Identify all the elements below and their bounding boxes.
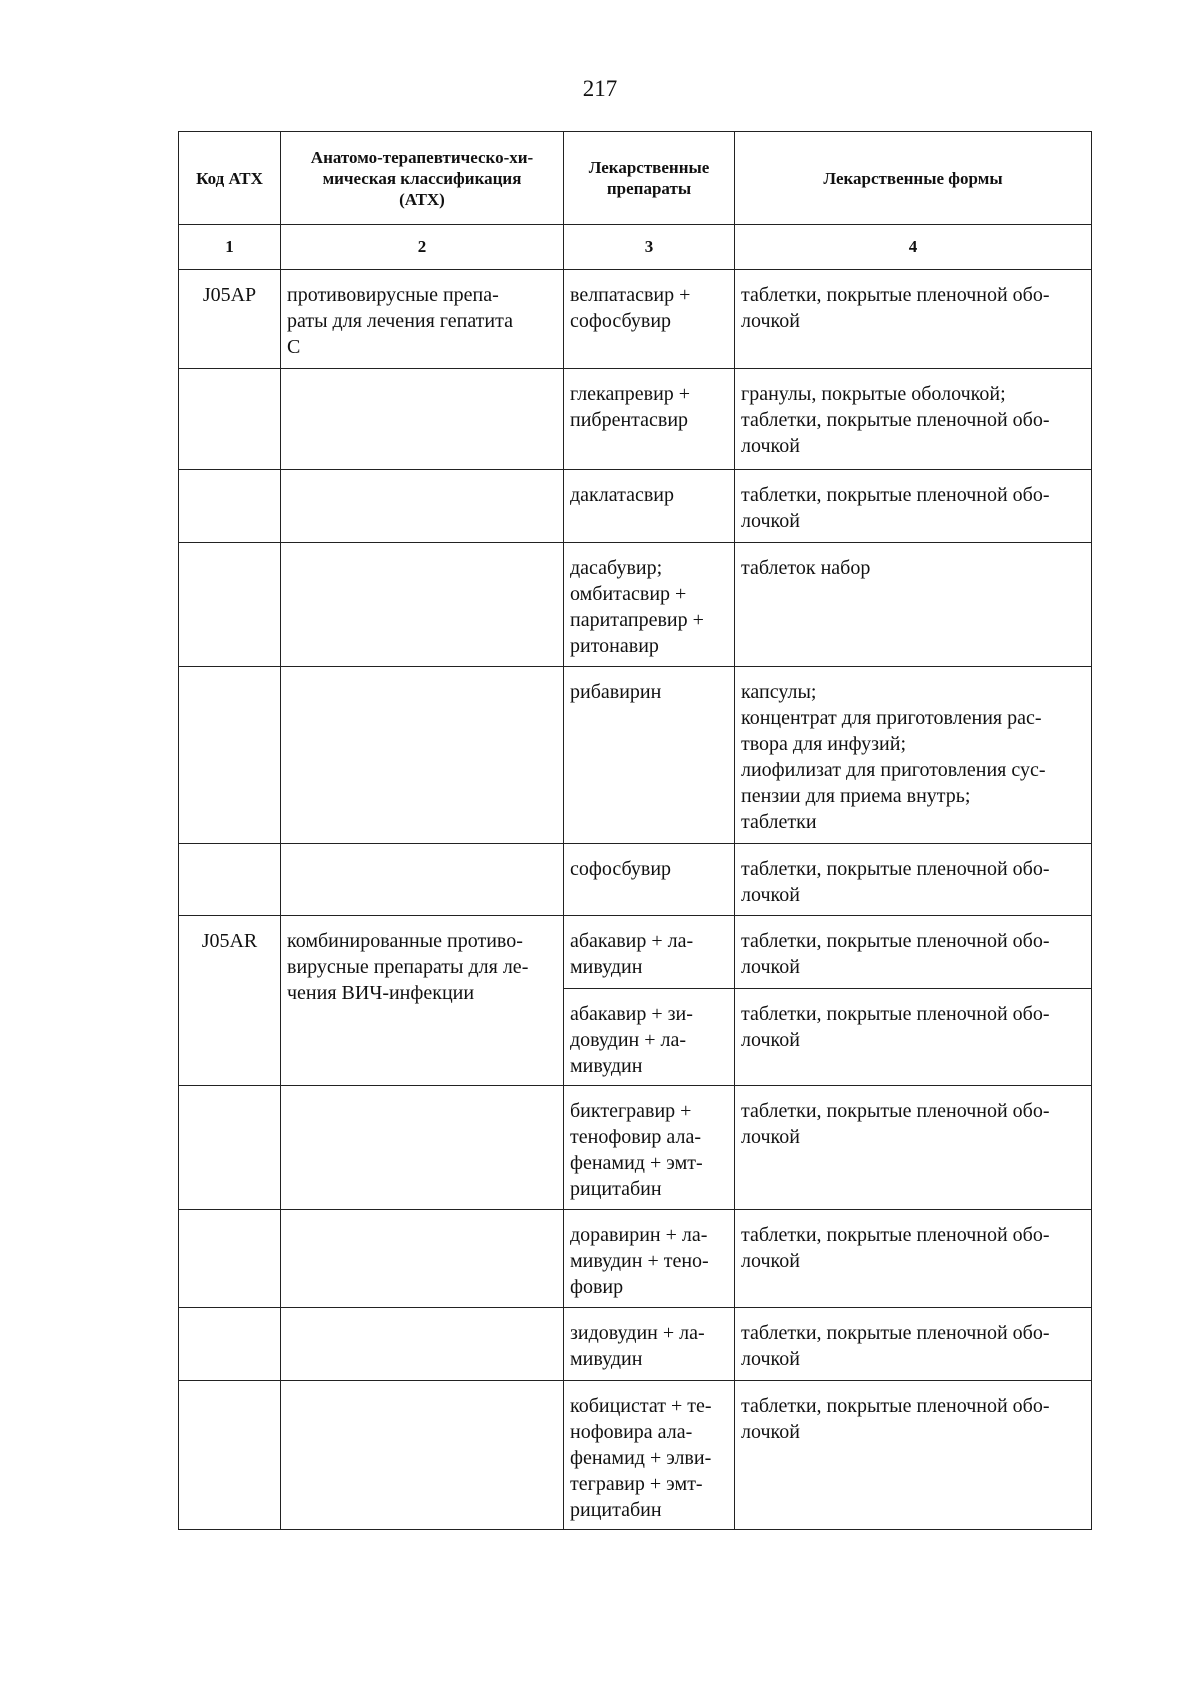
dosage-form-cell: капсулы; концентрат для приготовления рас- твора для инфузий; лиофилизат для приготовления сус- пензии для приема внутрь; таблетки [735, 667, 1092, 844]
column-number-row [179, 225, 1092, 270]
dosage-form-cell: таблетки, покрытые пленочной обо- лочкой [735, 1308, 1092, 1381]
atx-code-cell [179, 667, 281, 844]
table-row [179, 543, 1092, 667]
atx-classification-cell [281, 1210, 564, 1308]
atx-classification-cell: комбинированные противо- вирусные препараты для ле- чения ВИЧ-инфекции [281, 916, 564, 1086]
atx-code-cell [179, 1210, 281, 1308]
dosage-form-cell: таблетки, покрытые пленочной обо- лочкой [735, 270, 1092, 369]
atx-table [178, 131, 1092, 1530]
atx-code-cell [179, 844, 281, 916]
header-drugs: Лекарственные препараты [564, 132, 735, 225]
drug-cell: доравирин + ла- мивудин + тено- фовир [564, 1210, 735, 1308]
drug-cell: дасабувир; омбитасвир + паритапревир + ритонавир [564, 543, 735, 667]
atx-classification-cell [281, 1381, 564, 1530]
header-atx-code: Код АТХ [179, 132, 281, 225]
table-row [179, 1210, 1092, 1308]
atx-code-cell [179, 1086, 281, 1210]
atx-code-cell [179, 369, 281, 470]
atx-classification-cell [281, 369, 564, 470]
table-row [179, 1308, 1092, 1381]
dosage-form-cell: таблетки, покрытые пленочной обо- лочкой [735, 989, 1092, 1086]
dosage-form-cell: таблетки, покрытые пленочной обо- лочкой [735, 1086, 1092, 1210]
dosage-form-cell: таблетки, покрытые пленочной обо- лочкой [735, 470, 1092, 543]
atx-classification-cell [281, 1308, 564, 1381]
drug-cell: глекапревир + пибрентасвир [564, 369, 735, 470]
drug-cell: абакавир + ла- мивудин [564, 916, 735, 989]
drug-cell: софосбувир [564, 844, 735, 916]
atx-classification-cell: противовирусные препа- раты для лечения гепатита С [281, 270, 564, 369]
dosage-form-cell: таблетки, покрытые пленочной обо- лочкой [735, 1381, 1092, 1530]
atx-classification-cell [281, 543, 564, 667]
column-number: 1 [179, 225, 281, 270]
atx-code-cell [179, 1308, 281, 1381]
dosage-form-cell: таблетки, покрытые пленочной обо- лочкой [735, 844, 1092, 916]
table-row [179, 667, 1092, 844]
table-row [179, 270, 1092, 369]
dosage-form-cell: таблетки, покрытые пленочной обо- лочкой [735, 916, 1092, 989]
drug-cell: даклатасвир [564, 470, 735, 543]
drug-cell: биктегравир + тенофовир ала- фенамид + эмт- рицитабин [564, 1086, 735, 1210]
atx-code-cell [179, 1381, 281, 1530]
atx-code-cell [179, 470, 281, 543]
column-number: 2 [281, 225, 564, 270]
atx-code-cell: J05AR [179, 916, 281, 1086]
header-row [179, 132, 1092, 225]
page-number: 217 [582, 76, 618, 101]
drug-cell: зидовудин + ла- мивудин [564, 1308, 735, 1381]
table-row [179, 1381, 1092, 1530]
table-row [179, 844, 1092, 916]
table-row [179, 369, 1092, 470]
drug-cell: велпатасвир + софосбувир [564, 270, 735, 369]
dosage-form-cell: таблеток набор [735, 543, 1092, 667]
header-atx-classification: Анатомо-терапевтическо-хи- мическая классификация (АТХ) [281, 132, 564, 225]
atx-classification-cell [281, 1086, 564, 1210]
atx-classification-cell [281, 844, 564, 916]
header-dosage-forms: Лекарственные формы [735, 132, 1092, 225]
dosage-form-cell: гранулы, покрытые оболочкой; таблетки, покрытые пленочной обо- лочкой [735, 369, 1092, 470]
column-number: 3 [564, 225, 735, 270]
dosage-form-cell: таблетки, покрытые пленочной обо- лочкой [735, 1210, 1092, 1308]
column-number: 4 [735, 225, 1092, 270]
drug-cell: рибавирин [564, 667, 735, 844]
atx-classification-cell [281, 470, 564, 543]
table-row [179, 1086, 1092, 1210]
drug-cell: кобицистат + те- нофовира ала- фенамид + элви- тегравир + эмт- рицитабин [564, 1381, 735, 1530]
atx-code-cell: J05AP [179, 270, 281, 369]
table-row [179, 916, 1092, 989]
table-body [179, 270, 1092, 1530]
atx-classification-cell [281, 667, 564, 844]
table-row [179, 470, 1092, 543]
drug-cell: абакавир + зи- довудин + ла- мивудин [564, 989, 735, 1086]
atx-code-cell [179, 543, 281, 667]
